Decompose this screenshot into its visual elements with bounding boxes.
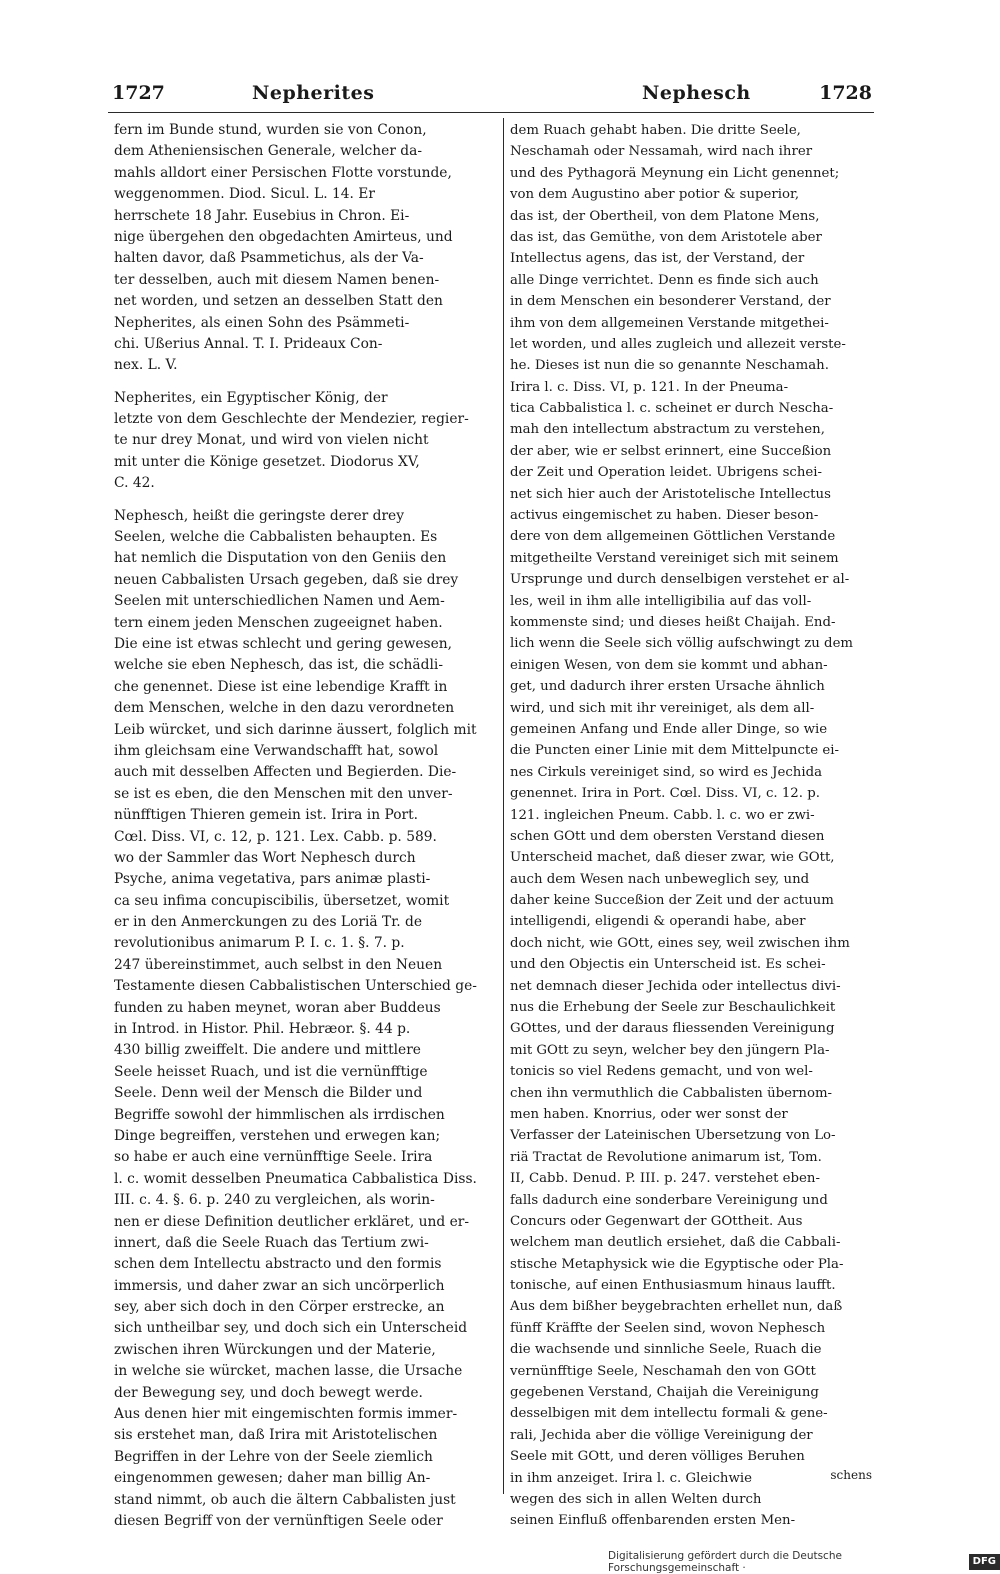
text-line: diesen Begriff von der vernünftigen Seele oder [114,1513,443,1529]
text-line: seinen Einfluß offenbarenden ersten Men- [510,1513,796,1529]
text-line [114,495,496,506]
text-line: in dem Menschen ein besonderer Verstand, der [510,294,831,310]
text-line: Die eine ist etwas schlecht und gering gewesen, [114,635,453,652]
text-line: immersis, und daher zwar an sich uncörperlich [114,1277,445,1294]
text-line: einigen Wesen, von dem sie kommt und abhan- [510,657,828,673]
text-line: riä Tractat de Revolutione animarum ist, Tom. [510,1149,822,1165]
text-line: Seelen mit unterschiedlichen Namen und Aem- [114,593,445,610]
text-line: der Bewegung sey, und doch bewegt werde. [114,1384,423,1401]
text-line: weggenommen. Diod. Sicul. L. 14. Er [114,186,375,203]
text-line: GOttes, und der daraus fliessenden Vereinigung [510,1021,835,1037]
text-line: let worden, und alles zugleich und allezeit verste- [510,336,846,352]
text-line: Nephesch, heißt die geringste derer drey [114,507,405,524]
text-line: wegen des sich in allen Welten durch [510,1492,762,1507]
text-line: Nepherites, als einen Sohn des Psämmeti- [114,314,410,331]
text-line: sis erstehet man, daß Irira mit Aristotelischen [114,1427,438,1444]
text-line: nus die Erhebung der Seele zur Beschaulichkeit [510,1000,836,1016]
text-line: die wachsende und sinnliche Seele, Ruach die [510,1342,822,1358]
text-line: 247 übereinstimmet, auch selbst in den Neuen [114,956,443,973]
text-line: te nur drey Monat, und wird von vielen nicht [114,432,429,449]
text-line: sey, aber sich doch in den Cörper erstrecke, an [114,1299,445,1316]
text-line: Seele mit GOtt, und deren völliges Beruhen [510,1449,805,1465]
text-line [114,377,496,388]
text-line: neuen Cabbalisten Ursach gegeben, daß sie drey [114,571,459,588]
text-line: und des Pythagorä Meynung ein Licht genennet; [510,165,840,181]
text-line: Ursprunge und durch denselbigen verstehet er al- [510,572,850,588]
text-line: Aus dem bißher beygebrachten erhellet nun, daß [510,1299,843,1315]
text-line: fünff Kräffte der Seelen sind, wovon Nephesch [510,1320,826,1336]
text-line: fern im Bunde stund, wurden sie von Conon, [114,122,427,138]
text-line: in Introd. in Histor. Phil. Hebræor. §. 44 p. [114,1021,411,1038]
text-line: sich untheilbar sey, und doch sich ein Unterscheid [114,1320,468,1337]
text-line: Concurs oder Gegenwart der GOttheit. Aus [510,1213,803,1229]
text-line: eingenommen gewesen; daher man billig An- [114,1470,431,1487]
text-line: se ist es eben, die den Menschen mit den unver- [114,785,453,802]
text-line: Cœl. Diss. VI, c. 12, p. 121. Lex. Cabb. p. 589. [114,828,437,845]
page-number-right: 1728 [819,82,872,104]
text-line: Begriffen in der Lehre von der Seele ziemlich [114,1448,433,1465]
text-line: activus eingemischet zu haben. Dieser beson- [510,508,819,524]
text-line: ihm von dem allgemeinen Verstande mitgethei- [510,315,829,331]
text-line: Aus denen hier mit eingemischten formis immer- [114,1406,458,1423]
text-line: gemeinen Anfang und Ende aller Dinge, so wie [510,721,828,737]
text-line: das ist, der Obertheil, von dem Platone Mens, [510,208,820,224]
text-line: Neschamah oder Nessamah, wird nach ihrer [510,144,813,160]
text-line: C. 42. [114,475,155,492]
text-line: doch nicht, wie GOtt, eines sey, weil zwischen ihm [510,935,850,951]
text-line: Seelen, welche die Cabbalisten behaupten. Es [114,529,438,546]
text-line: ca seu infima concupiscibilis, übersetzet, womit [114,892,450,909]
header-rule [108,112,874,113]
column-divider [503,118,504,1494]
text-line: von dem Augustino aber potior & superior, [510,187,800,203]
text-line: Seele heisset Ruach, und ist die vernünfftige [114,1063,428,1080]
text-line: genennet. Irira in Port. Cœl. Diss. VI, c. 12. p. [510,786,820,802]
text-line: Begriffe sowohl der himmlischen als irrdischen [114,1106,445,1123]
text-line: les, weil in ihm alle intelligibilia auf das voll- [510,593,812,609]
text-line: men haben. Knorrius, oder wer sonst der [510,1106,788,1122]
text-line: chi. Ußerius Annal. T. I. Prideaux Con- [114,335,383,352]
text-line: letzte von dem Geschlechte der Mendezier, regier- [114,411,469,428]
text-line: falls dadurch eine sonderbare Vereinigung und [510,1192,828,1208]
text-line: alle Dinge verrichtet. Denn es finde sich auch [510,272,819,288]
text-line: che genennet. Diese ist eine lebendige Krafft in [114,678,448,695]
text-line: herrschete 18 Jahr. Eusebius in Chron. Ei- [114,207,410,224]
left-column [114,120,496,1532]
text-line: vernünfftige Seele, Neschamah den von GOtt [510,1363,816,1379]
text-line: mitgetheilte Verstand vereiniget sich mit seinem [510,550,839,566]
text-line: so habe er auch eine vernünfftige Seele. Irira [114,1149,433,1166]
text-line: dem Menschen, welche in den dazu verordneten [114,700,455,717]
text-line: schen GOtt und dem obersten Verstand diesen [510,828,825,844]
text-line: tonicis so viel Redens gemacht, und von wel- [510,1064,813,1080]
text-line: in welche sie würcket, machen lasse, die Ursache [114,1363,463,1380]
text-line: stand nimmt, ob auch die ältern Cabbalisten just [114,1491,456,1508]
text-line: welche sie eben Nephesch, das ist, die schädli- [114,657,443,674]
text-line: rali, Jechida aber die völlige Vereinigung der [510,1427,813,1443]
text-line: das ist, das Gemüthe, von dem Aristotele aber [510,229,822,245]
text-line: net worden, und setzen an desselben Statt den [114,293,443,310]
text-line: tern einem jeden Menschen zugeeignet haben. [114,614,443,631]
text-line: ihm gleichsam eine Verwandschafft hat, sowol [114,742,439,759]
text-line: Psyche, anima vegetativa, pars animæ plasti- [114,871,431,888]
text-line: Unterscheid machet, daß dieser zwar, wie GOtt, [510,850,835,866]
text-line: tonische, auf einen Enthusiasmum hinaus laufft. [510,1278,836,1294]
text-line: auch mit desselben Affecten und Begierden. Die- [114,764,457,781]
text-line: er in den Anmerckungen zu des Loriä Tr. de [114,914,423,931]
text-line: III. c. 4. §. 6. p. 240 zu vergleichen, als worin- [114,1192,435,1209]
text-line: mah den intellectum abstractum zu verstehen, [510,422,825,438]
text-line: Dinge begreiffen, verstehen und erwegen kan; [114,1127,441,1144]
text-line: nex. L. V. [114,357,178,374]
text-line: zwischen ihren Würckungen und der Materie, [114,1341,436,1358]
text-line: kommenste sind; und dieses heißt Chaijah. End- [510,614,836,630]
text-line: mit unter die Könige gesetzet. Diodorus XV, [114,453,420,470]
text-line: auch dem Wesen nach unbeweglich sey, und [510,871,810,887]
page-header [112,82,872,112]
text-line: halten davor, daß Psammetichus, als der Va- [114,250,424,267]
text-line: desselbigen mit dem intellectu formali & gene- [510,1406,828,1422]
footer-credit-text: Digitalisierung gefördert durch die Deutsche Forschungsgemeinschaft · [608,1550,842,1574]
running-title-left: Nepherites [252,82,375,104]
text-line: welchem man deutlich ersiehet, daß die Cabbali- [510,1235,841,1251]
text-line: wo der Sammler das Wort Nephesch durch [114,849,416,866]
text-line: dere von dem allgemeinen Göttlichen Verstande [510,529,836,545]
text-line: der aber, wie er selbst erinnert, eine Succeßion [510,443,832,459]
text-line: die Puncten einer Linie mit dem Mittelpuncte ei- [510,743,839,759]
text-line: dem Atheniensischen Generale, welcher da- [114,143,423,160]
text-line: hat nemlich die Disputation von den Geniis den [114,550,447,567]
dfg-logo: DFG [969,1554,1000,1570]
text-line: nes Cirkuls vereiniget sind, so wird es Jechida [510,764,823,780]
text-line: he. Dieses ist nun die so genannte Neschamah. [510,358,829,374]
text-line: Irira l. c. Diss. VI, p. 121. In der Pneuma- [510,379,789,395]
text-line: 430 billig zweiffelt. Die andere und mittlere [114,1042,421,1059]
text-line: und den Objectis ein Unterscheid ist. Es schei- [510,957,826,973]
text-line: Leib würcket, und sich darinne äussert, folglich mit [114,721,477,738]
text-line: nen er diese Definition deutlicher erkläret, und er- [114,1213,470,1230]
text-line: gegebenen Verstand, Chaijah die Vereinigung [510,1385,819,1401]
text-line: dem Ruach gehabt haben. Die dritte Seele, [510,123,801,138]
digitization-footer [608,1550,1000,1574]
text-line: mit GOtt zu seyn, welcher bey den jüngern Pla- [510,1042,830,1058]
page-number-left: 1727 [112,82,165,104]
text-line: nige übergehen den obgedachten Amirteus, und [114,228,453,245]
text-line: Testamente diesen Cabbalistischen Unterschied ge- [114,978,477,995]
text-line: mahls alldort einer Persischen Flotte vorstunde, [114,164,452,181]
right-column [510,120,870,1532]
text-line: schen dem Intellectu abstracto und den formis [114,1256,442,1273]
text-line: net demnach dieser Jechida oder intellectus divi- [510,978,841,994]
text-line: stische Metaphysick wie die Egyptische oder Pla- [510,1256,844,1272]
text-line: Intellectus agens, das ist, der Verstand, der [510,251,805,267]
text-line: ter desselben, auch mit diesem Namen benen- [114,271,440,288]
text-line: 121. ingleichen Pneum. Cabb. l. c. wo er zwi- [510,807,815,823]
text-line: nünfftigen Thieren gemein ist. Irira in Port. [114,807,419,824]
running-title-right: Nephesch [642,82,751,104]
text-line: funden zu haben meynet, woran aber Buddeus [114,999,441,1016]
text-line: chen ihn vermuthlich die Cabbalisten übernom- [510,1085,833,1101]
text-line: lich wenn die Seele sich völlig aufschwingt zu dem [510,636,854,652]
text-line: Seele. Denn weil der Mensch die Bilder und [114,1085,423,1102]
catchword: schens [830,1468,872,1482]
text-line: innert, daß die Seele Ruach das Tertium zwi- [114,1234,429,1251]
text-line: tica Cabbalistica l. c. scheinet er durch Nescha- [510,401,834,417]
text-line: daher keine Succeßion der Zeit und der actuum [510,893,834,909]
text-line: get, und dadurch ihrer ersten Ursache ähnlich [510,679,825,695]
text-line: revolutionibus animarum P. I. c. 1. §. 7. p. [114,935,405,952]
text-line: intelligendi, eligendi & operandi habe, aber [510,914,806,930]
text-line: net sich hier auch der Aristotelische Intellectus [510,486,831,502]
text-line: Verfasser der Lateinischen Ubersetzung von Lo- [510,1128,836,1144]
text-line: der Zeit und Operation leidet. Ubrigens schei- [510,465,823,481]
text-line: Nepherites, ein Egyptischer König, der [114,389,388,406]
text-line: l. c. womit desselben Pneumatica Cabbalistica Diss. [114,1170,477,1187]
text-line: II, Cabb. Denud. P. III. p. 247. verstehet eben- [510,1171,820,1187]
text-line: in ihm anzeiget. Irira l. c. Gleichwie [510,1470,752,1486]
text-line: wird, und sich mit ihr vereiniget, als dem all- [510,700,815,716]
